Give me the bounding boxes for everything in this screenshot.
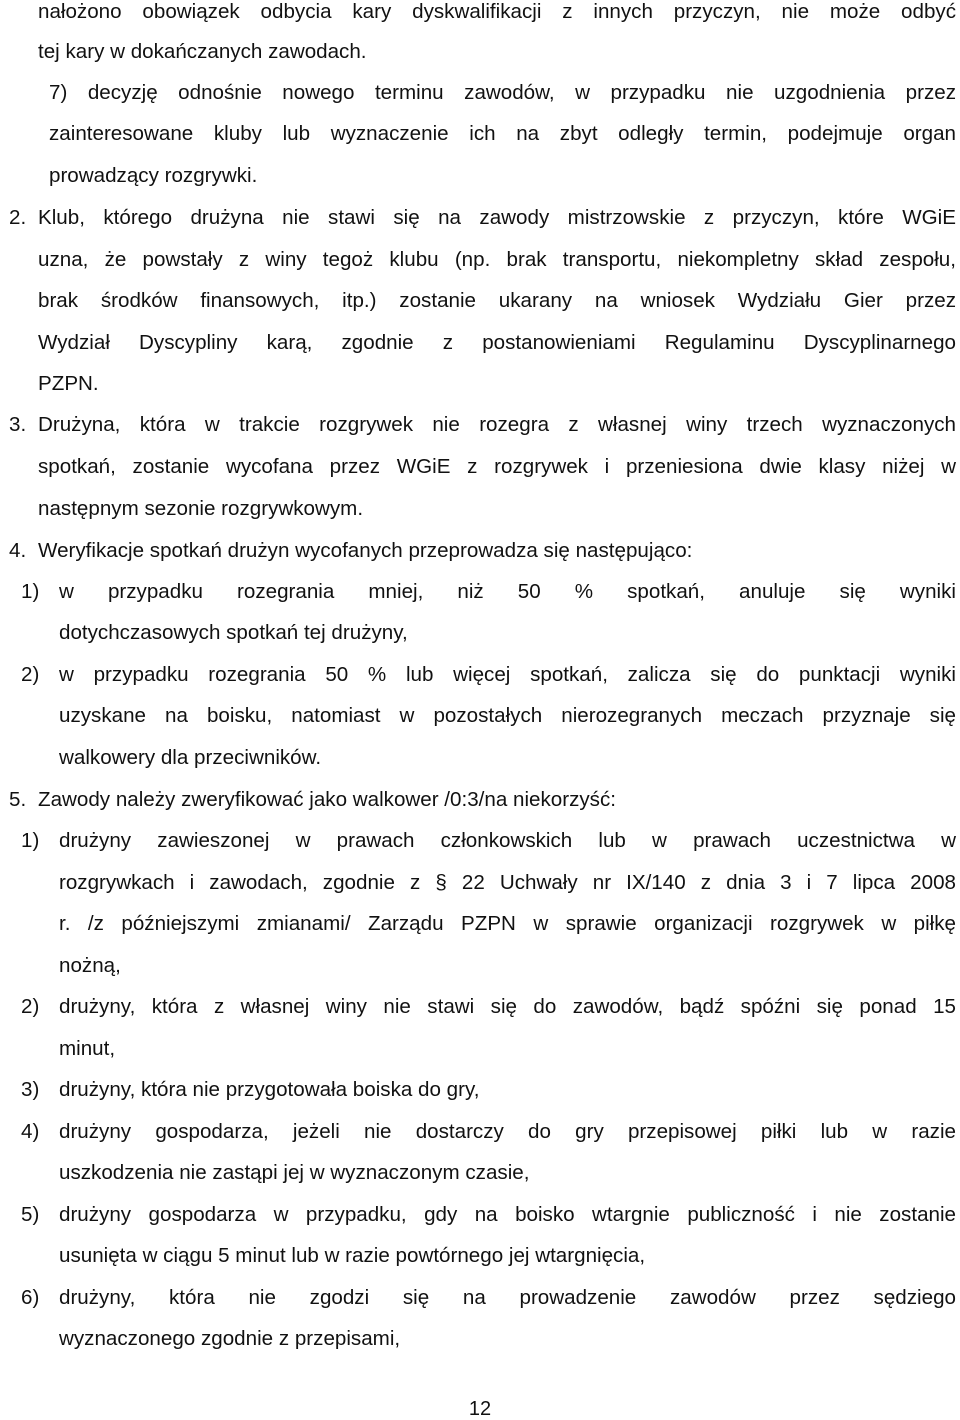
paragraph-line: 7) decyzję odnośnie nowego terminu zawodów, w przypadku nie uzgodnienia przez [49, 81, 956, 104]
list-item-line: walkowery dla przeciwników. [59, 746, 322, 769]
list-item-line: nożną, [59, 954, 121, 977]
paragraph-line: spotkań, zostanie wycofana przez WGiE z rozgrywek i przeniesiona dwie klasy niżej w [38, 455, 956, 478]
list-item-line: w przypadku rozegrania mniej, niż 50 % spotkań, anuluje się wyniki [59, 580, 956, 603]
list-item-line: drużyny gospodarza w przypadku, gdy na boisko wtargnie publiczność i nie zostanie [59, 1203, 956, 1226]
section-heading: Zawody należy zweryfikować jako walkower /0:3/na niekorzyść: [38, 788, 617, 811]
page-number: 12 [468, 1398, 492, 1420]
list-item-number: 2) [21, 663, 40, 686]
section-number: 5. [9, 788, 27, 811]
list-item-line: drużyny, która nie zgodzi się na prowadzenie zawodów przez sędziego [59, 1286, 956, 1309]
list-item-number: 1) [21, 580, 40, 603]
section-heading: Weryfikacje spotkań drużyn wycofanych przeprowadza się następująco: [38, 539, 693, 562]
paragraph-line: uzna, że powstały z winy tegoż klubu (np. brak transportu, niekompletny skład zespołu, [38, 248, 956, 271]
section-number: 4. [9, 539, 27, 562]
list-item-line: usunięta w ciągu 5 minut lub w razie powtórnego jej wtargnięcia, [59, 1244, 646, 1267]
list-item-line: drużyny zawieszonej w prawach członkowskich lub w prawach uczestnictwa w [59, 829, 956, 852]
paragraph-line: zainteresowane kluby lub wyznaczenie ich na zbyt odległy termin, podejmuje organ [49, 122, 956, 145]
list-item-line: drużyny, która z własnej winy nie stawi się do zawodów, bądź spóźni się ponad 15 [59, 995, 956, 1018]
list-item-line: wyznaczonego zgodnie z przepisami, [59, 1327, 401, 1350]
list-item-line: drużyny, która nie przygotowała boiska do gry, [59, 1078, 480, 1101]
section-number: 3. [9, 413, 27, 436]
list-item-number: 2) [21, 995, 40, 1018]
paragraph-line: tej kary w dokańczanych zawodach. [38, 40, 367, 63]
list-item-line: uszkodzenia nie zastąpi jej w wyznaczonym czasie, [59, 1161, 530, 1184]
section-number: 2. [9, 206, 27, 229]
list-item-line: uzyskane na boisku, natomiast w pozostałych nierozegranych meczach przyznaje się [59, 704, 956, 727]
paragraph-line: Drużyna, która w trakcie rozgrywek nie rozegra z własnej winy trzech wyznaczonych [38, 413, 956, 436]
paragraph-line: następnym sezonie rozgrywkowym. [38, 497, 364, 520]
list-item-line: rozgrywkach i zawodach, zgodnie z § 22 Uchwały nr IX/140 z dnia 3 i 7 lipca 2008 [59, 871, 956, 894]
paragraph-line: brak środków finansowych, itp.) zostanie ukarany na wniosek Wydziału Gier przez [38, 289, 956, 312]
list-item-number: 3) [21, 1078, 40, 1101]
list-item-line: w przypadku rozegrania 50 % lub więcej spotkań, zalicza się do punktacji wyniki [59, 663, 956, 686]
list-item-line: r. /z późniejszymi zmianami/ Zarządu PZPN w sprawie organizacji rozgrywek w piłkę [59, 912, 956, 935]
list-item-line: drużyny gospodarza, jeżeli nie dostarczy do gry przepisowej piłki lub w razie [59, 1120, 956, 1143]
paragraph-line: Klub, którego drużyna nie stawi się na zawody mistrzowskie z przyczyn, które WGiE [38, 206, 956, 229]
list-item-number: 4) [21, 1120, 40, 1143]
list-item-number: 6) [21, 1286, 40, 1309]
paragraph-line: nałożono obowiązek odbycia kary dyskwalifikacji z innych przyczyn, nie może odbyć [38, 0, 956, 23]
paragraph-line: Wydział Dyscypliny karą, zgodnie z postanowieniami Regulaminu Dyscyplinarnego [38, 331, 956, 354]
list-item-number: 5) [21, 1203, 40, 1226]
list-item-line: minut, [59, 1037, 116, 1060]
paragraph-line: PZPN. [38, 372, 99, 395]
list-item-number: 1) [21, 829, 40, 852]
paragraph-line: prowadzący rozgrywki. [49, 164, 258, 187]
list-item-line: dotychczasowych spotkań tej drużyny, [59, 621, 408, 644]
